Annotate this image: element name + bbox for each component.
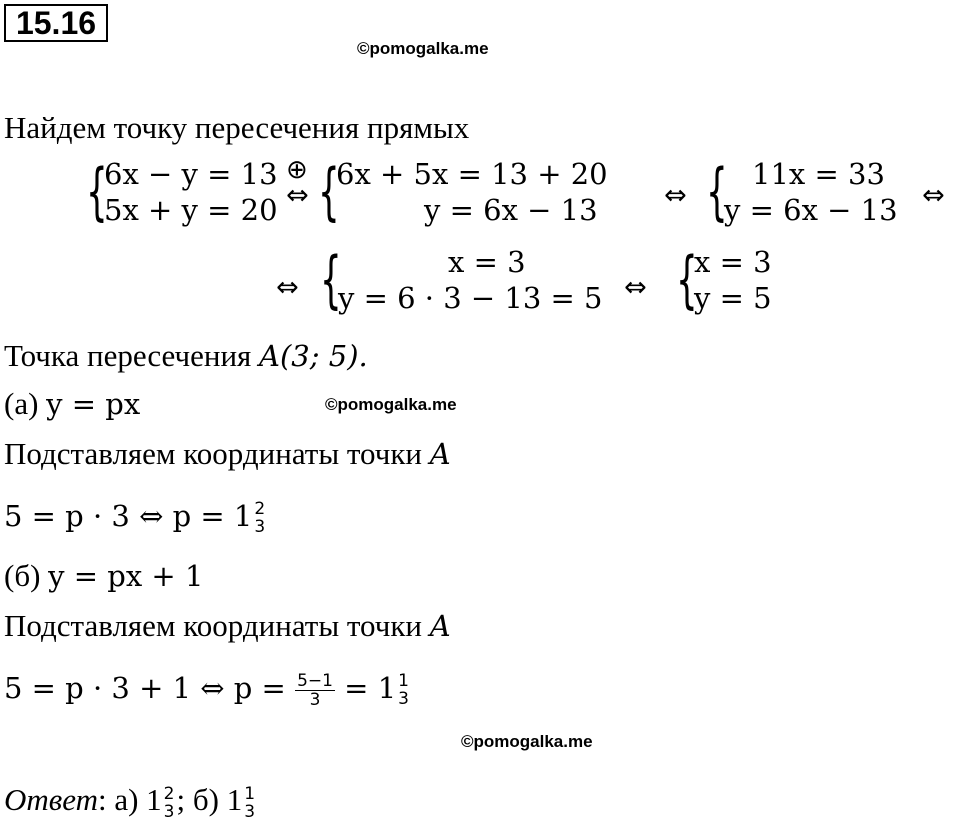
system-equation: 5x + y = 20 xyxy=(104,193,278,227)
equation-system-2 xyxy=(318,156,658,228)
fraction: 2 3 xyxy=(163,783,175,822)
part-b-line xyxy=(4,558,203,594)
equivalence-sign: ⇔ xyxy=(286,180,309,211)
system-equation: x = 3 xyxy=(694,245,772,279)
answer-text: ; б) 1 xyxy=(176,782,243,817)
fraction: 1 3 xyxy=(398,671,409,709)
equation-system-5 xyxy=(676,244,796,316)
plus-circle-icon: ⊕ xyxy=(286,155,308,185)
equivalence-sign: ⇔ xyxy=(922,180,945,211)
calc-b-line xyxy=(4,670,411,709)
equation-system-3 xyxy=(706,156,926,228)
intersection-line xyxy=(4,338,368,374)
calc-expression: 5 = p · 3 ⇔ p = 1 xyxy=(4,499,253,533)
brace-icon: { xyxy=(706,155,728,228)
substitute-text: Подставляем координаты точки xyxy=(4,608,430,643)
brace-icon: { xyxy=(320,243,342,316)
calc-expression: = 1 xyxy=(334,671,397,705)
system-equation: 6x + 5x = 13 + 20 xyxy=(336,157,608,191)
system-equation: x = 3 xyxy=(448,245,526,279)
watermark: ©pomogalka.me xyxy=(325,395,457,414)
watermark: ©pomogalka.me xyxy=(461,732,593,751)
watermark: ©pomogalka.me xyxy=(357,39,489,58)
problem-number: 15.16 xyxy=(4,4,108,42)
calc-expression: 5 = p · 3 + 1 ⇔ p = xyxy=(4,671,296,705)
point-name: A xyxy=(429,609,451,643)
intersection-point: A(3; 5). xyxy=(259,339,368,373)
system-equation: y = 6x − 13 xyxy=(724,193,898,227)
answer-text: : а) 1 xyxy=(97,782,162,817)
part-label: (б) xyxy=(4,558,49,593)
brace-icon: { xyxy=(318,155,340,228)
answer-line xyxy=(4,782,257,821)
formula: y = px + 1 xyxy=(48,559,204,593)
equation-system-1 xyxy=(86,156,306,228)
fraction: $\frac{5-1}{3}$ xyxy=(297,670,333,710)
substitute-text: Подставляем координаты точки xyxy=(4,436,430,471)
substitute-line xyxy=(4,436,451,472)
equivalence-sign: ⇔ xyxy=(624,272,647,303)
fraction: 2 3 xyxy=(254,499,266,537)
system-equation: 6x − y = 13 xyxy=(104,157,278,191)
equation-system-4 xyxy=(320,244,620,316)
system-equation: y = 6x − 13 xyxy=(424,193,598,227)
calc-a-line xyxy=(4,498,267,536)
equivalence-sign: ⇔ xyxy=(276,272,299,303)
intro-text: Найдем точку пересечения прямых xyxy=(4,110,470,145)
formula: y = px xyxy=(46,387,141,421)
equivalence-sign: ⇔ xyxy=(664,180,687,211)
system-equation: 11x = 33 xyxy=(752,157,885,191)
substitute-line xyxy=(4,608,451,644)
point-name: A xyxy=(429,437,451,471)
system-equation: y = 6 · 3 − 13 = 5 xyxy=(338,281,603,315)
part-a-line xyxy=(4,386,140,422)
brace-icon: { xyxy=(676,243,698,316)
fraction: 1 3 xyxy=(244,783,256,822)
brace-icon: { xyxy=(86,155,108,228)
intersection-text: Точка пересечения xyxy=(4,338,260,373)
answer-label: Ответ xyxy=(4,782,98,817)
part-label: (а) xyxy=(4,386,47,421)
system-equation: y = 5 xyxy=(694,281,772,315)
